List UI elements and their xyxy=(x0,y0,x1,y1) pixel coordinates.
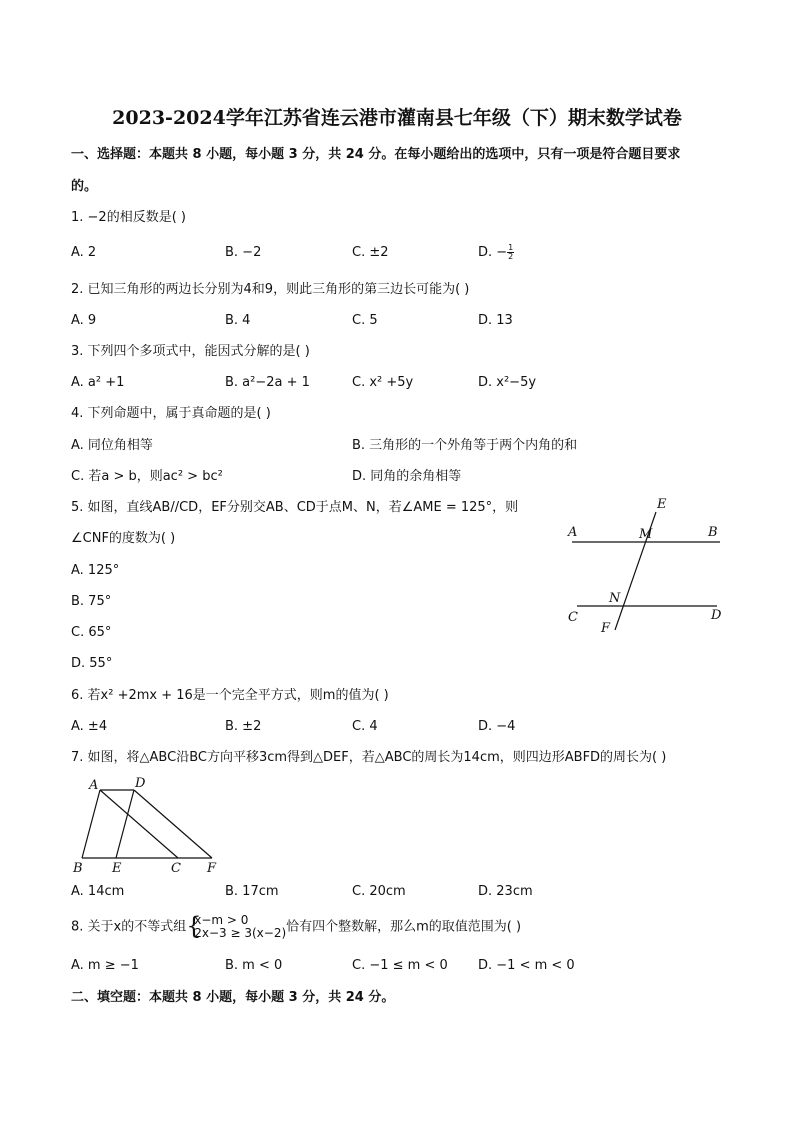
label-c: C xyxy=(568,610,578,625)
q4-option-c: C. 若a > b，则ac² > bc² xyxy=(71,469,223,484)
question-4-stem: 4. 下列命题中，属于真命题的是( ) xyxy=(71,406,271,421)
q6-option-a: A. ±4 xyxy=(71,719,108,734)
q2-option-a: A. 9 xyxy=(71,313,97,328)
q7-option-c: C. 20cm xyxy=(352,884,406,899)
q8-option-b: B. m < 0 xyxy=(225,958,283,973)
label-m: M xyxy=(639,527,653,542)
fraction-denominator: 2 xyxy=(508,252,514,261)
fraction-one-half xyxy=(507,244,514,261)
q8-option-c: C. −1 ≤ m < 0 xyxy=(352,958,448,973)
q7-option-b: B. 17cm xyxy=(225,884,279,899)
inequality-row-1: x−m > 0 xyxy=(194,913,249,927)
q3-option-c: C. x² +5y xyxy=(352,375,414,390)
q2-option-c: C. 5 xyxy=(352,313,378,328)
q8-stem-prefix: 8. 关于x的不等式组 xyxy=(71,919,187,935)
question-5-stem: 5. 如图，直线AB//CD，EF分别交AB、CD于点M、N，若∠AME = 125°，则 xyxy=(71,500,519,515)
q5-option-a: A. 125° xyxy=(71,563,120,578)
q3-option-d: D. x²−5y xyxy=(478,375,537,390)
label-f: F xyxy=(601,621,611,636)
translated-triangles-figure xyxy=(68,774,228,878)
q3-option-a: A. a² +1 xyxy=(71,375,125,390)
label-a: A xyxy=(568,525,578,540)
left-brace-icon: { xyxy=(186,912,202,940)
question-2-stem: 2. 已知三角形的两边长分别为4和9，则此三角形的第三边长可能为( ) xyxy=(71,282,470,297)
q1-option-b: B. −2 xyxy=(225,245,262,260)
fraction-numerator: 1 xyxy=(508,243,514,252)
section1-heading-cont: 的。 xyxy=(71,179,98,194)
q7-option-a: A. 14cm xyxy=(71,884,125,899)
question-6-stem: 6. 若x² +2mx + 16是一个完全平方式，则m的值为( ) xyxy=(71,688,389,703)
question-5-stem-cont: ∠CNF的度数为( ) xyxy=(71,531,176,546)
q1-option-c: C. ±2 xyxy=(352,245,389,260)
label-d: D xyxy=(711,608,722,623)
label-c: C xyxy=(171,861,181,876)
q2-option-d: D. 13 xyxy=(478,313,513,328)
q2-option-b: B. 4 xyxy=(225,313,251,328)
q8-option-d: D. −1 < m < 0 xyxy=(478,958,575,973)
q8-stem-suffix: 恰有四个整数解，那么m的取值范围为( ) xyxy=(286,919,522,935)
section2-heading: 二、填空题：本题共 8 小题，每小题 3 分，共 24 分。 xyxy=(71,990,395,1005)
segment-de xyxy=(116,790,134,858)
q7-option-d: D. 23cm xyxy=(478,884,533,899)
question-3-stem: 3. 下列四个多项式中，能因式分解的是( ) xyxy=(71,344,310,359)
q5-option-c: C. 65° xyxy=(71,625,112,640)
q3-option-b: B. a²−2a + 1 xyxy=(225,375,310,390)
q5-option-b: B. 75° xyxy=(71,594,112,609)
label-n: N xyxy=(609,591,621,606)
segment-ac xyxy=(100,790,178,858)
label-d: D xyxy=(135,776,146,791)
parallel-lines-figure xyxy=(560,492,730,642)
label-b: B xyxy=(708,525,718,540)
q6-option-c: C. 4 xyxy=(352,719,378,734)
label-a: A xyxy=(89,778,99,793)
question-1-stem: 1. −2的相反数是( ) xyxy=(71,210,186,225)
q8-option-a: A. m ≥ −1 xyxy=(71,958,139,973)
segment-ab xyxy=(82,790,100,858)
q6-option-b: B. ±2 xyxy=(225,719,262,734)
inequality-system xyxy=(186,914,286,940)
q5-option-d: D. 55° xyxy=(71,656,113,671)
question-8-stem xyxy=(71,914,521,940)
q4-option-d: D. 同角的余角相等 xyxy=(352,469,462,484)
label-e: E xyxy=(657,497,667,512)
q1-option-a: A. 2 xyxy=(71,245,97,260)
q4-option-a: A. 同位角相等 xyxy=(71,438,153,453)
label-f: F xyxy=(207,861,217,876)
q4-option-b: B. 三角形的一个外角等于两个内角的和 xyxy=(352,438,578,453)
q1-option-d xyxy=(478,244,514,262)
section1-heading: 一、选择题：本题共 8 小题，每小题 3 分，共 24 分。在每小题给出的选项中，只有一项是符合题目要求 xyxy=(71,147,681,162)
segment-df xyxy=(134,790,212,858)
q1-option-d-prefix: D. − xyxy=(478,245,508,260)
q6-option-d: D. −4 xyxy=(478,719,516,734)
page-title: 2023-2024学年江苏省连云港市灌南县七年级（下）期末数学试卷 xyxy=(112,107,682,129)
question-7-stem: 7. 如图，将△ABC沿BC方向平移3cm得到△DEF，若△ABC的周长为14cm，则四边形ABFD的周长为( ) xyxy=(71,750,667,765)
label-e: E xyxy=(112,861,122,876)
label-b: B xyxy=(73,861,83,876)
inequality-row-2: 2x−3 ≥ 3(x−2) xyxy=(194,926,287,940)
